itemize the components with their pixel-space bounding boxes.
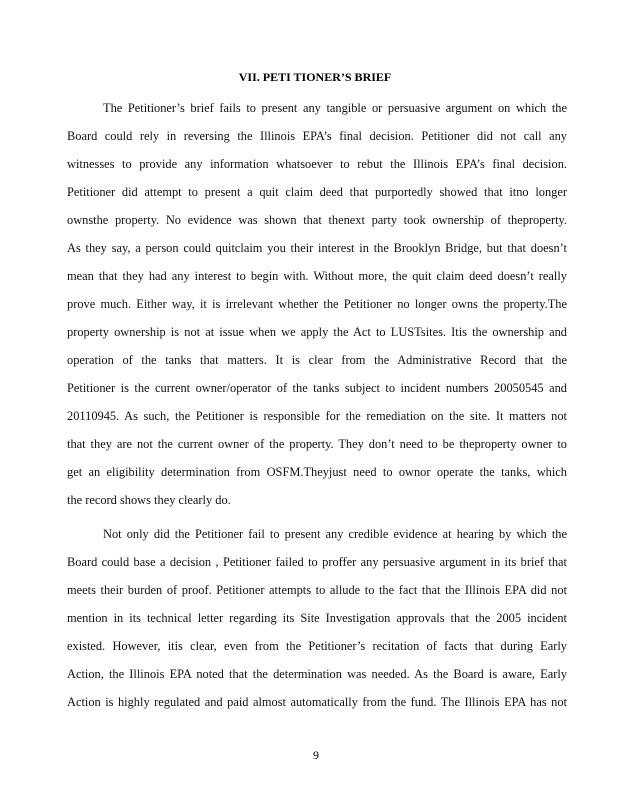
paragraph-1-line-12: 20110945. As such, the Petitioner is responsible for the remediation on the site. It matters not <box>67 409 567 423</box>
paragraph-1-line-7: mean that they had any interest to begin with. Without more, the quit claim deed doesn’t really <box>67 269 567 283</box>
paragraph-2-line-4: mention in its technical letter regarding its Site Investigation approvals that the 2005 incident <box>67 611 567 625</box>
section-heading: VII. PETI TIONER’S BRIEF <box>238 70 392 84</box>
paragraph-2-line-3: meets their burden of proof. Petitioner attempts to allude to the fact that the Illinois EPA did not <box>67 583 567 597</box>
paragraph-1-line-15: the record shows they clearly do. <box>67 493 231 507</box>
paragraph-2-line-5: existed. However, itis clear, even from the Petitioner’s recitation of facts that during Early <box>67 639 567 653</box>
paragraph-1-line-5: ownsthe property. No evidence was shown that thenext party took ownership of theproperty. <box>67 213 567 227</box>
paragraph-1-line-1: The Petitioner’s brief fails to present any tangible or persuasive argument on which the <box>103 101 567 115</box>
paragraph-2-line-7: Action is highly regulated and paid almost automatically from the fund. The Illinois EPA has not <box>67 695 567 709</box>
paragraph-1-line-13: that they are not the current owner of the property. They don’t need to be theproperty owner to <box>67 437 567 451</box>
paragraph-2-line-2: Board could base a decision , Petitioner failed to proffer any persuasive argument in its brief that <box>67 555 567 569</box>
page-number: 9 <box>313 748 319 762</box>
paragraph-1-line-10: operation of the tanks that matters. It is clear from the Administrative Record that the <box>67 353 567 367</box>
paragraph-1-line-2: Board could rely in reversing the Illinois EPA’s final decision. Petitioner did not call any <box>67 129 567 143</box>
paragraph-1-line-11: Petitioner is the current owner/operator of the tanks subject to incident numbers 20050545 and <box>67 381 567 395</box>
paragraph-1-line-14: get an eligibility determination from OSFM.Theyjust need to ownor operate the tanks, which <box>67 465 567 479</box>
paragraph-2-line-1: Not only did the Petitioner fail to present any credible evidence at hearing by which the <box>103 527 567 541</box>
paragraph-2-line-6: Action, the Illinois EPA noted that the determination was needed. As the Board is aware, Early <box>67 667 567 681</box>
paragraph-1-line-6: As they say, a person could quitclaim you their interest in the Brooklyn Bridge, but that doesn’t <box>67 241 567 255</box>
paragraph-1-line-8: prove much. Either way, it is irrelevant whether the Petitioner no longer owns the property.The <box>67 297 567 311</box>
paragraph-1-line-4: Petitioner did attempt to present a quit claim deed that purportedly showed that itno longer <box>67 185 567 199</box>
paragraph-1-line-9: property ownership is not at issue when we apply the Act to LUSTsites. Itis the ownership and <box>67 325 567 339</box>
paragraph-1-line-3: witnesses to provide any information whatsoever to rebut the Illinois EPA’s final decision. <box>67 157 567 171</box>
